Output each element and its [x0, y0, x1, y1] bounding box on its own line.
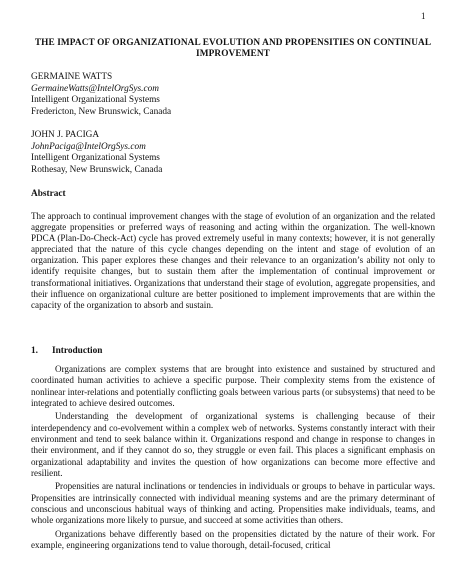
body-paragraph: Understanding the development of organizational systems is challenging because of their interdependency and co-evolvement within a complex web of networks. Systems constantly interact with their environment and tend to seek balance within it. Organizations respond and change in response to changes in their environment, and if they cannot do so, they struggle or even fail. This places a significant emphasis on organizational adaptability and invites the question of how organizations can become more effective and resilient.: [31, 411, 435, 479]
page-number: 1: [421, 11, 426, 21]
author-location: Fredericton, New Brunswick, Canada: [31, 106, 172, 117]
author-name: GERMAINE WATTS: [31, 72, 113, 82]
author-block: [31, 130, 162, 176]
section-title: Introduction: [52, 346, 103, 356]
paper-title: THE IMPACT OF ORGANIZATIONAL EVOLUTION AND PROPENSITIES ON CONTINUAL IMPROVEMENT: [34, 38, 432, 59]
section-heading: [31, 346, 102, 357]
author-organization: Intelligent Organizational Systems: [31, 153, 160, 164]
author-name: JOHN J. PACIGA: [31, 130, 100, 140]
body-paragraph: Organizations behave differently based on the propensities dictated by the nature of their work. For example, engineering organizations tend to value thorough, detail-focused, critical: [31, 528, 435, 551]
abstract-text: The approach to continual improvement changes with the stage of evolution of an organization and the related aggregate propensities or preferred ways of reasoning and acting within the organization. The well-known PDCA (Plan-Do-Check-Act) cycle has proved extremely useful in many contexts; however, it is not generally appreciated that the nature of this cycle changes depending on the intent and stage of evolution of an organization. This paper explores these changes and their relevance to an organization’s ability not only to identify requisite changes, but to sustain them after the implementation of continual improvement or transformational initiatives. Organizations that understand their stage of evolution, aggregate propensities, and their influence on organizational culture are better positioned to implement improvements that are within the capacity of the organization to absorb and sustain.: [31, 211, 435, 310]
body-paragraph: Propensities are natural inclinations or tendencies in individuals or groups to behave in particular ways. Propensities are intrinsically connected with individual meaning systems and are the primary determinant of conscious and unconscious habitual ways of thinking and acting. Propensities make individuals, teams, and whole organizations more likely to pursue, and succeed at some activities than others.: [31, 481, 435, 526]
author-block: [31, 72, 171, 118]
section-body: [31, 364, 435, 554]
abstract-heading: Abstract: [31, 189, 66, 199]
body-paragraph: Organizations are complex systems that are brought into existence and sustained by structured and coordinated human activities to achieve a specific purpose. Their complexity stems from the existence of nonlinear inter-relations and potentially conflicting goals between various parts (or subsystems) that need to be integrated to achieve desired outcomes.: [31, 364, 435, 409]
author-email-link[interactable]: JohnPaciga@IntelOrgSys.com: [31, 141, 146, 152]
author-organization: Intelligent Organizational Systems: [31, 95, 160, 106]
author-email-link[interactable]: GermaineWatts@IntelOrgSys.com: [31, 83, 159, 94]
author-location: Rothesay, New Brunswick, Canada: [31, 164, 163, 175]
section-number: 1.: [31, 346, 38, 356]
